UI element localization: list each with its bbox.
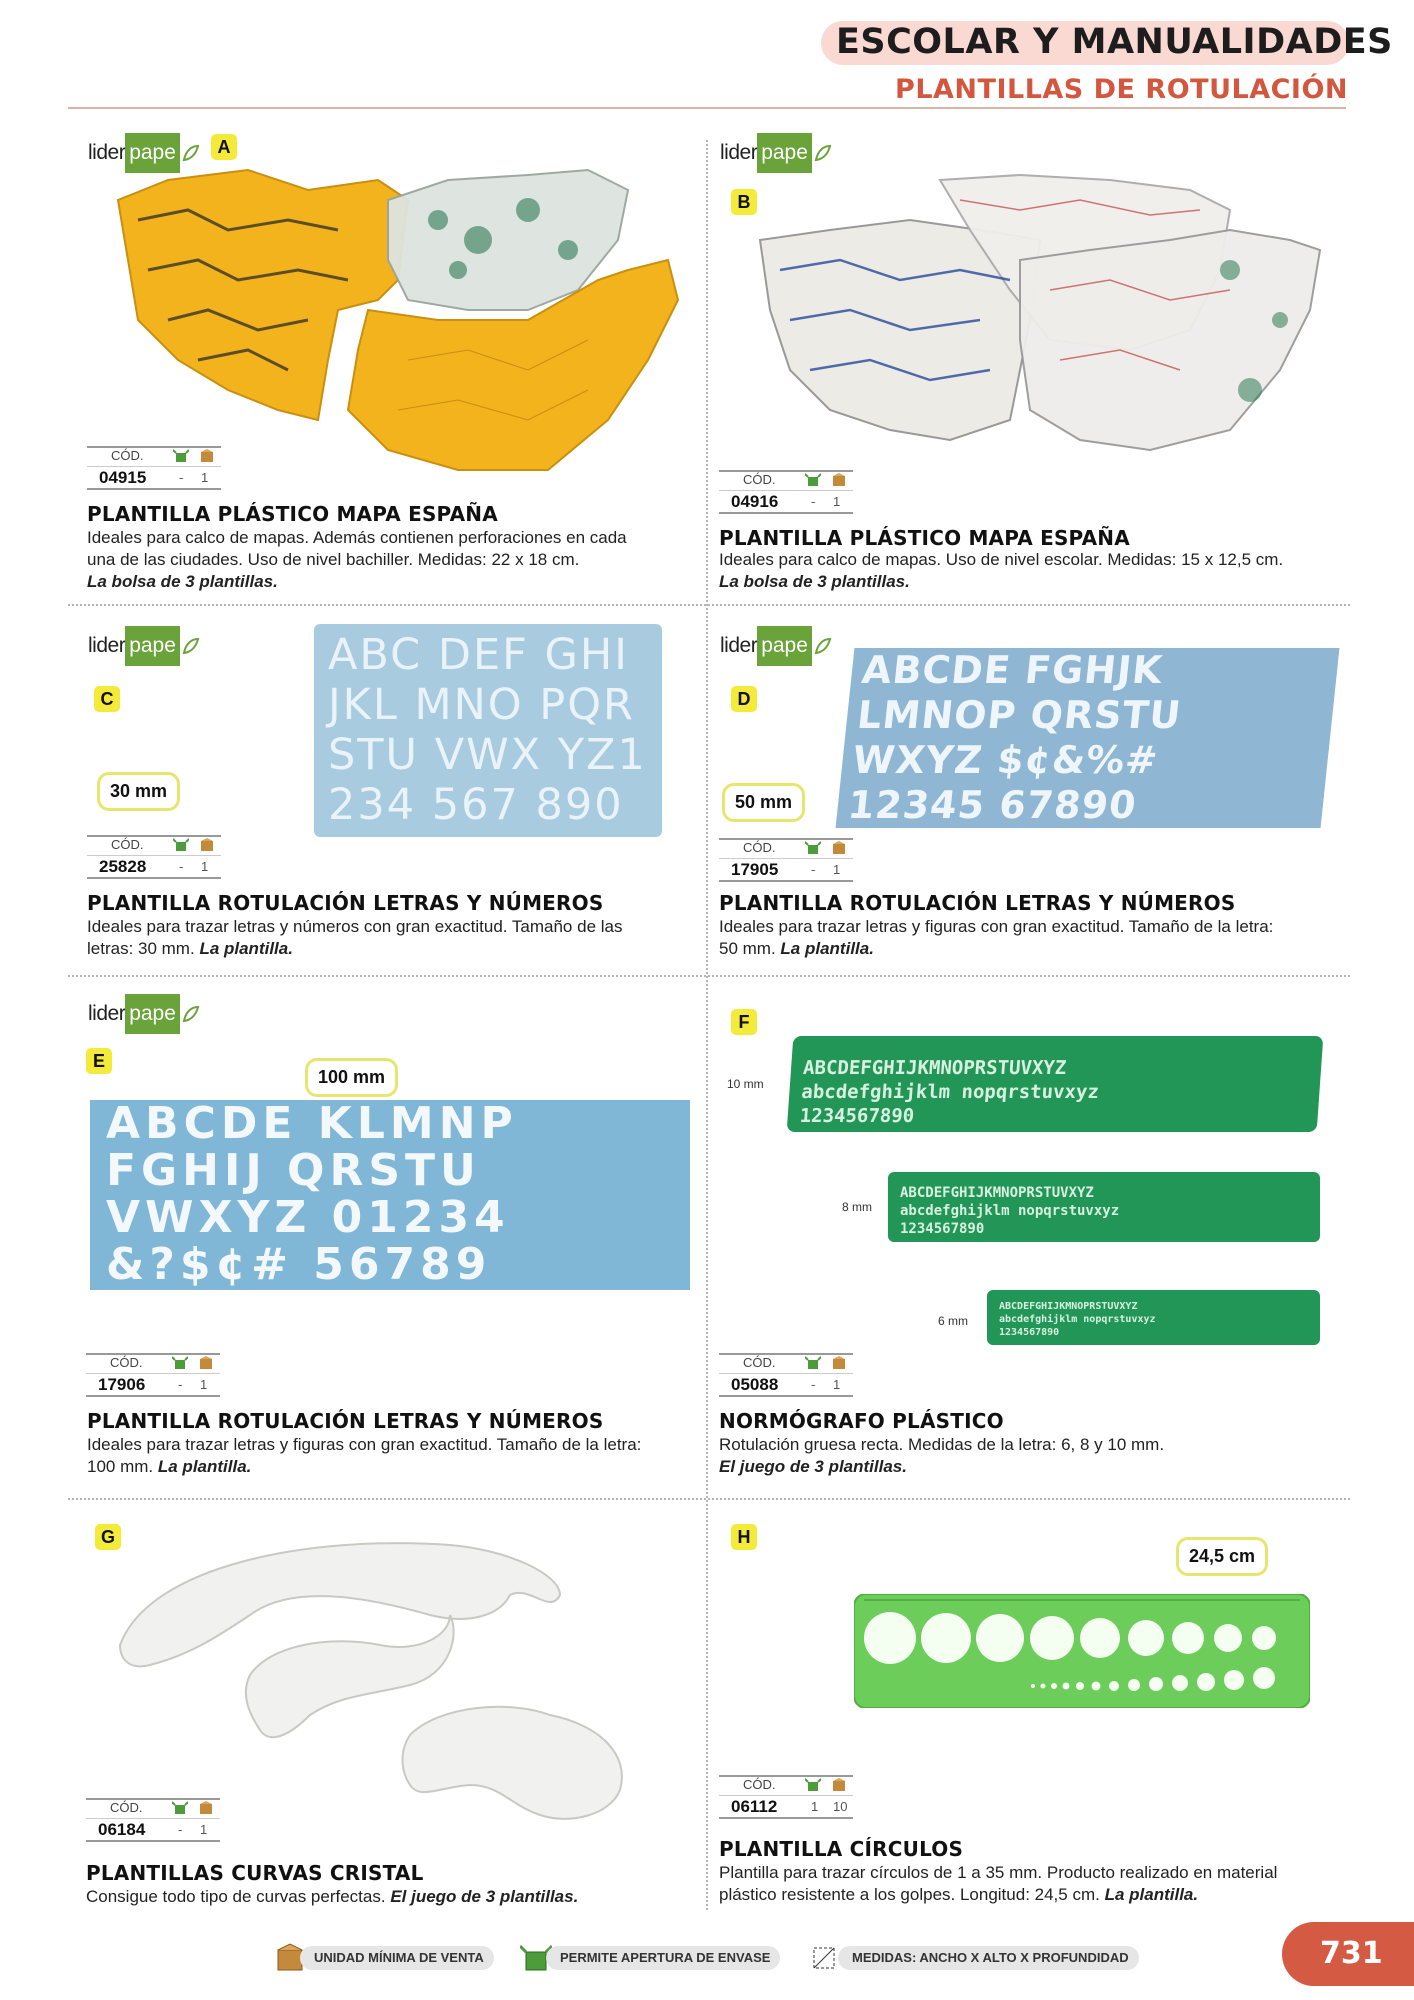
stencil-image: ABCDE KLMNP FGHIJ QRSTU VWXYZ 01234 &?$¢# 56789 bbox=[90, 1100, 690, 1290]
measures-icon bbox=[810, 1942, 840, 1972]
min-unit-box-icon bbox=[831, 840, 847, 856]
product-letter: H bbox=[731, 1524, 757, 1550]
subsection-title: PLANTILLAS DE ROTULACIÓN bbox=[895, 74, 1348, 105]
open-pack-icon bbox=[173, 448, 189, 464]
open-pack-icon bbox=[805, 1355, 821, 1371]
letter-size-label: 6 mm bbox=[938, 1314, 968, 1328]
product-code-table: CÓD. 17906 - 1 bbox=[86, 1353, 220, 1397]
row-divider bbox=[68, 1498, 1350, 1500]
product-title: PLANTILLA PLÁSTICO MAPA ESPAÑA bbox=[87, 502, 498, 526]
stencil-image: ABC DEF GHI JKL MNO PQR STU VWX YZ1 234 567 890 bbox=[314, 624, 662, 837]
product-description: Ideales para calco de mapas. Además contienen perforaciones en cada una de las ciudades. Uso de nivel bachiller. Medidas: 22 x 18 cm. La bolsa de 3 plantillas. bbox=[87, 528, 627, 591]
min-unit-box-icon bbox=[198, 1800, 214, 1816]
page-number: 731 bbox=[1282, 1922, 1414, 1986]
legend-measures: MEDIDAS: ANCHO X ALTO X PROFUNDIDAD bbox=[838, 1946, 1139, 1970]
header-divider bbox=[68, 107, 1346, 109]
product-title: PLANTILLA PLÁSTICO MAPA ESPAÑA bbox=[719, 526, 1130, 550]
product-code-table: CÓD. 25828 - 1 bbox=[87, 835, 221, 879]
row-divider bbox=[68, 604, 1350, 606]
circle-template-image bbox=[854, 1594, 1310, 1708]
stencil-ruler-10mm: ABCDEFGHIJKMNOPRSTUVXYZ abcdefghijklm nopqrstuvxyz 1234567890 bbox=[787, 1036, 1324, 1132]
product-letter: C bbox=[94, 686, 120, 712]
min-unit-box-icon bbox=[199, 448, 215, 464]
product-code-table: CÓD. 17905 - 1 bbox=[719, 838, 853, 882]
letter-size-label: 10 mm bbox=[727, 1077, 764, 1091]
open-pack-icon bbox=[805, 1777, 821, 1793]
brand-logo: lider pape bbox=[720, 133, 832, 173]
product-code-table: CÓD. 06112 1 10 bbox=[719, 1775, 853, 1819]
brand-logo: lider pape bbox=[720, 626, 832, 666]
stencil-ruler-6mm: ABCDEFGHIJKMNOPRSTUVXYZ abcdefghijklm nopqrstuvxyz 1234567890 bbox=[987, 1290, 1320, 1345]
row-divider bbox=[68, 975, 1350, 977]
section-title: ESCOLAR Y MANUALIDADES bbox=[836, 22, 1393, 62]
product-description: Ideales para trazar letras y figuras con gran exactitud. Tamaño de la letra: 100 mm. La plantilla. bbox=[87, 1435, 642, 1476]
product-description: Ideales para trazar letras y figuras con gran exactitud. Tamaño de la letra: 50 mm. La plantilla. bbox=[719, 917, 1274, 958]
product-description: Ideales para trazar letras y números con gran exactitud. Tamaño de las letras: 30 mm. La plantilla. bbox=[87, 917, 623, 958]
product-code-table: CÓD. 05088 - 1 bbox=[719, 1353, 853, 1397]
open-pack-icon bbox=[805, 840, 821, 856]
product-letter: F bbox=[731, 1009, 757, 1035]
product-title: PLANTILLA ROTULACIÓN LETRAS Y NÚMEROS bbox=[719, 891, 1236, 915]
product-title: PLANTILLAS CURVAS CRISTAL bbox=[86, 1861, 424, 1885]
product-code-table: CÓD. 06184 - 1 bbox=[86, 1798, 220, 1842]
min-unit-box-icon bbox=[831, 1777, 847, 1793]
size-badge: 24,5 cm bbox=[1176, 1537, 1268, 1576]
product-title: PLANTILLA ROTULACIÓN LETRAS Y NÚMEROS bbox=[87, 891, 604, 915]
french-curves-image bbox=[110, 1525, 640, 1825]
size-badge: 100 mm bbox=[305, 1058, 398, 1097]
legend-min-unit: UNIDAD MÍNIMA DE VENTA bbox=[300, 1946, 494, 1970]
product-title: NORMÓGRAFO PLÁSTICO bbox=[719, 1409, 1004, 1433]
brand-logo: lider pape bbox=[88, 994, 200, 1034]
product-code-table: CÓD. 04915 - 1 bbox=[87, 446, 221, 490]
open-pack-icon bbox=[172, 1800, 188, 1816]
legend-open-pack: PERMITE APERTURA DE ENVASE bbox=[546, 1946, 780, 1970]
map-template-image bbox=[108, 160, 688, 480]
product-letter: G bbox=[95, 1524, 121, 1550]
stencil-image: ABCDE FGHJK LMNOP QRSTU WXYZ $¢&%# 12345 67890 bbox=[836, 648, 1340, 828]
product-code-table: CÓD. 04916 - 1 bbox=[719, 470, 853, 514]
product-letter: A bbox=[211, 134, 237, 160]
product-description: Ideales para calco de mapas. Uso de nivel escolar. Medidas: 15 x 12,5 cm. La bolsa de 3 plantillas. bbox=[719, 550, 1284, 591]
product-description: Consigue todo tipo de curvas perfectas. El juego de 3 plantillas. bbox=[86, 1887, 579, 1906]
min-unit-box-icon bbox=[198, 1355, 214, 1371]
brand-logo: lider pape bbox=[88, 133, 200, 173]
open-pack-icon bbox=[172, 1355, 188, 1371]
column-divider bbox=[706, 140, 708, 1910]
map-template-image bbox=[750, 170, 1330, 470]
open-pack-icon bbox=[805, 472, 821, 488]
product-letter: E bbox=[86, 1048, 112, 1074]
min-unit-box-icon bbox=[831, 1355, 847, 1371]
letter-size-label: 8 mm bbox=[842, 1200, 872, 1214]
brand-logo: lider pape bbox=[88, 626, 200, 666]
min-unit-box-icon bbox=[199, 837, 215, 853]
size-badge: 30 mm bbox=[97, 772, 180, 811]
size-badge: 50 mm bbox=[722, 783, 805, 822]
product-title: PLANTILLA ROTULACIÓN LETRAS Y NÚMEROS bbox=[87, 1409, 604, 1433]
product-description: Rotulación gruesa recta. Medidas de la letra: 6, 8 y 10 mm. El juego de 3 plantillas. bbox=[719, 1435, 1165, 1476]
product-letter: B bbox=[731, 189, 757, 215]
open-pack-icon bbox=[173, 837, 189, 853]
product-title: PLANTILLA CÍRCULOS bbox=[719, 1837, 964, 1861]
stencil-ruler-8mm: ABCDEFGHIJKMNOPRSTUVXYZ abcdefghijklm nopqrstuvxyz 1234567890 bbox=[888, 1172, 1320, 1242]
min-unit-box-icon bbox=[831, 472, 847, 488]
product-description: Plantilla para trazar círculos de 1 a 35 mm. Producto realizado en material plástico resistente a los golpes. Longitud: 24,5 cm. La plantilla. bbox=[719, 1863, 1278, 1904]
product-letter: D bbox=[731, 686, 757, 712]
